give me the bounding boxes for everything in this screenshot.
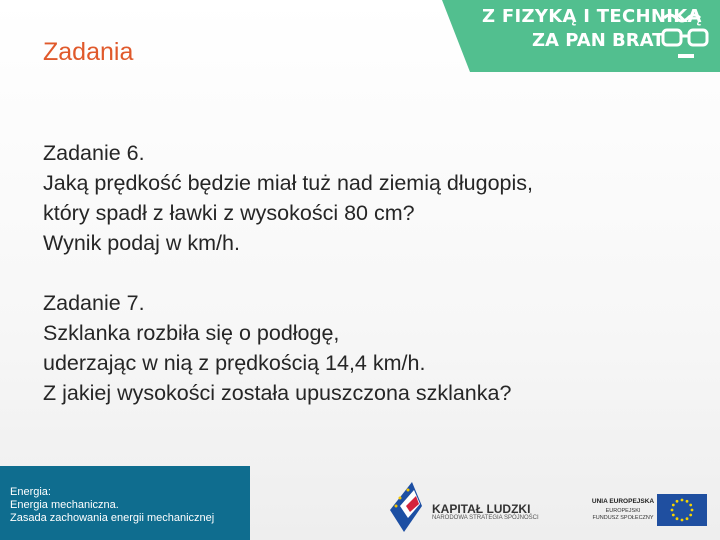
task-heading: Zadanie 6.: [43, 141, 145, 165]
task-line: który spadł z ławki z wysokości 80 cm?: [43, 201, 415, 225]
task-line: Jaką prędkość będzie miał tuż nad ziemią długopis,: [43, 171, 533, 195]
brand-line-2: ZA PAN BRAT: [532, 30, 665, 51]
kapital-ludzki-subtitle: NARODOWA STRATEGIA SPÓJNOŚCI: [432, 515, 539, 521]
page-title: Zadania: [43, 38, 134, 66]
slide-body: [43, 138, 533, 438]
task-line: Szklanka rozbiła się o podłogę,: [43, 321, 340, 345]
glasses-icon: [660, 8, 712, 64]
task-6: [43, 138, 533, 258]
eu-fund-label: [590, 508, 656, 522]
eu-title: UNIA EUROPEJSKA: [591, 498, 655, 505]
task-7: [43, 288, 533, 408]
footer-topic-box: [0, 466, 250, 540]
brand-banner: [470, 0, 720, 72]
eu-flag-icon: [657, 494, 707, 526]
task-line: uderzając w nią z prędkością 14,4 km/h.: [43, 351, 426, 375]
task-line: Wynik podaj w km/h.: [43, 231, 240, 255]
footer-line: Zasada zachowania energii mechanicznej: [10, 512, 215, 524]
kapital-ludzki-title: KAPITAŁ LUDZKI: [432, 502, 531, 516]
footer-line: Energia:: [10, 486, 51, 498]
footer-line: Energia mechaniczna.: [10, 499, 119, 511]
eu-line: FUNDUSZ SPOŁECZNY: [592, 515, 654, 521]
eu-line: EUROPEJSKI: [605, 508, 641, 514]
brand-line-1: Z FIZYKĄ I TECHNIKĄ: [482, 6, 702, 27]
task-line: Z jakiej wysokości została upuszczona szklanka?: [43, 381, 512, 405]
task-heading: Zadanie 7.: [43, 291, 145, 315]
